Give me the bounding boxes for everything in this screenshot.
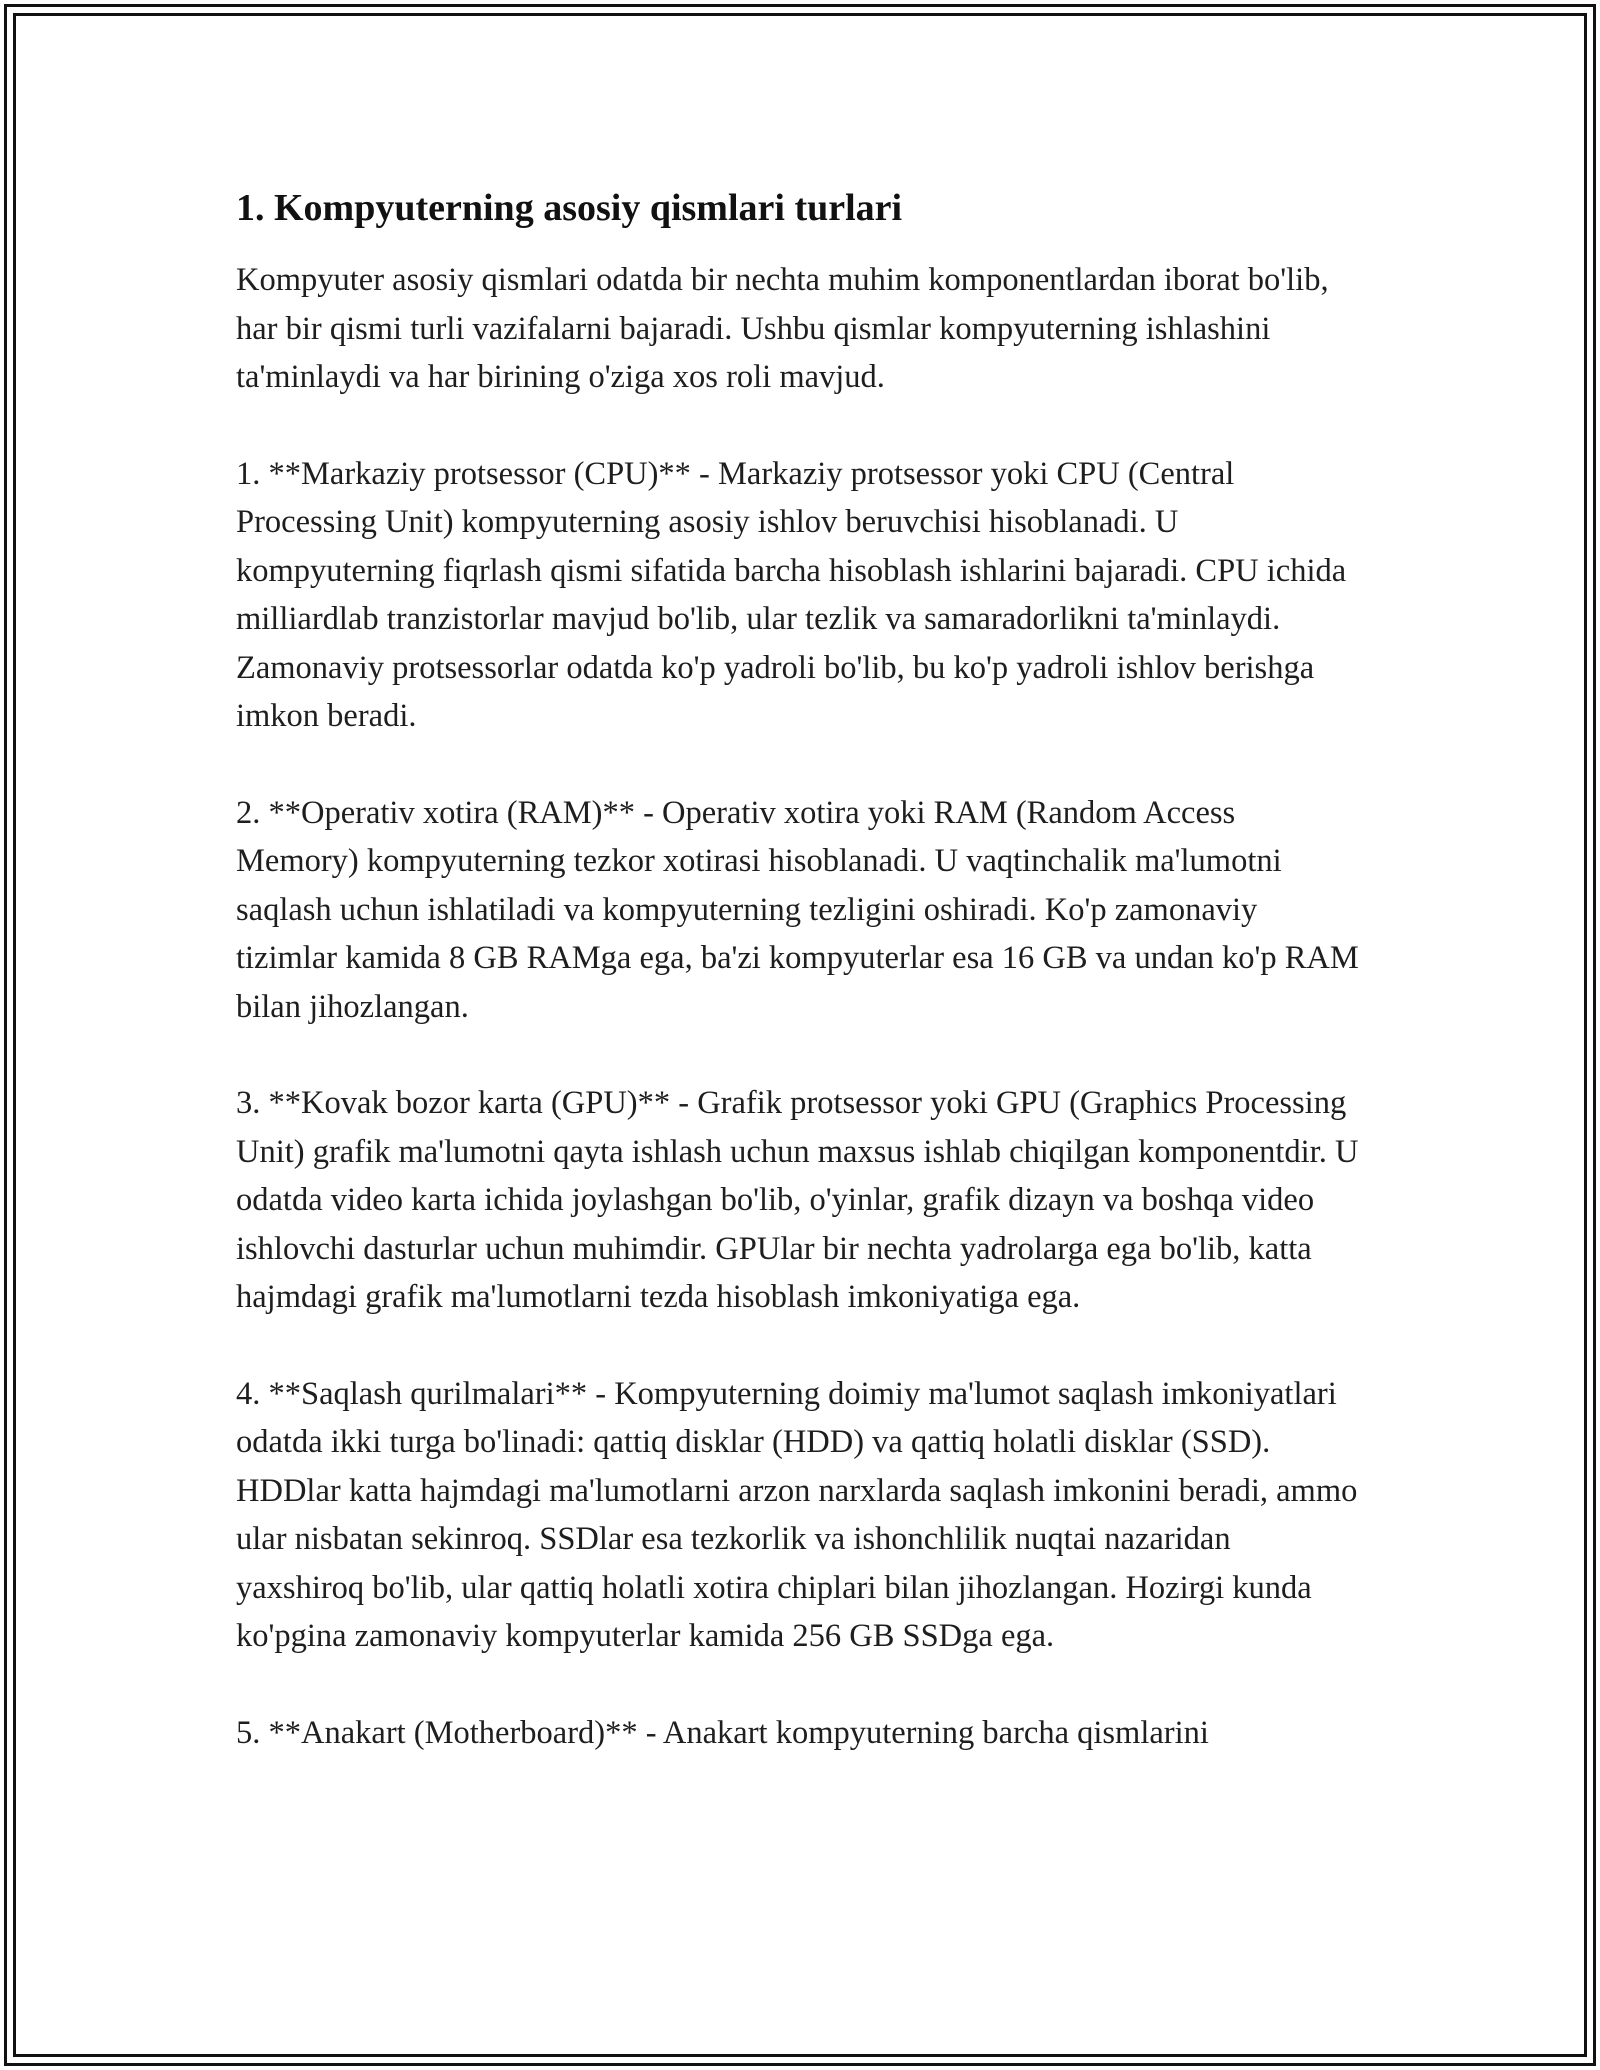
paragraph-storage: 4. **Saqlash qurilmalari** - Kompyuterning doimiy ma'lumot saqlash imkoniyatlari odatda ikki turga bo'linadi: qattiq disklar (HDD) va qattiq holatli disklar (SSD). HDDlar katta hajmdagi ma'lumotlarni arzon narxlarda saqlash imkonini beradi, ammo ular nisbatan sekinroq. SSDlar esa tezkorlik va ishonchlilik nuqtai nazaridan yaxshiroq bo'lib, ular qattiq holatli xotira chiplari bilan jihozlangan. Hozirgi kunda ko'pgina zamonaviy kompyuterlar kamida 256 GB SSDga ega. xyxy=(236,1375,1358,1654)
paragraph-gpu: 3. **Kovak bozor karta (GPU)** - Grafik protsessor yoki GPU (Graphics Processing Unit) grafik ma'lumotni qayta ishlash uchun maxsus ishlab chiqilgan komponentdir. U odatda video karta ichida joylashgan bo'lib, o'yinlar, grafik dizayn va boshqa video ishlovchi dasturlar uchun muhimdir. GPUlar bir nechta yadrolarga ega bo'lib, katta hajmdagi grafik ma'lumotlarni tezda hisoblash imkoniyatiga ega. xyxy=(236,1085,1359,1315)
document-title: 1. Kompyuterning asosiy qismlari turlari xyxy=(236,187,903,229)
paragraph-ram: 2. **Operativ xotira (RAM)** - Operativ xotira yoki RAM (Random Access Memory) kompyuterning tezkor xotirasi hisoblanadi. U vaqtinchalik ma'lumotni saqlash uchun ishlatiladi va kompyuterning tezligini oshiradi. Ko'p zamonaviy tizimlar kamida 8 GB RAMga ega, ba'zi kompyuterlar esa 16 GB va undan ko'p RAM bilan jihozlangan. xyxy=(236,794,1359,1025)
paragraph-motherboard: 5. **Anakart (Motherboard)** - Anakart kompyuterning barcha qismlarini xyxy=(236,1714,1209,1751)
paragraph-cpu: 1. **Markaziy protsessor (CPU)** - Markaziy protsessor yoki CPU (Central Processing Unit) kompyuterning asosiy ishlov beruvchisi hisoblanadi. U kompyuterning fiqrlash qismi sifatida barcha hisoblash ishlarini bajaradi. CPU ichida milliardlab tranzistorlar mavjud bo'lib, ular tezlik va samaradorlikni ta'minlaydi. Zamonaviy protsessorlar odatda ko'p yadroli bo'lib, bu ko'p yadroli ishlov berishga imkon beradi. xyxy=(236,455,1347,734)
paragraph-intro: Kompyuter asosiy qismlari odatda bir nechta muhim komponentlardan iborat bo'lib, har bir qismi turli vazifalarni bajaradi. Ushbu qismlar kompyuterning ishlashini ta'minlaydi va har birining o'ziga xos roli mavjud. xyxy=(236,262,1329,395)
document-body xyxy=(236,184,1366,1757)
